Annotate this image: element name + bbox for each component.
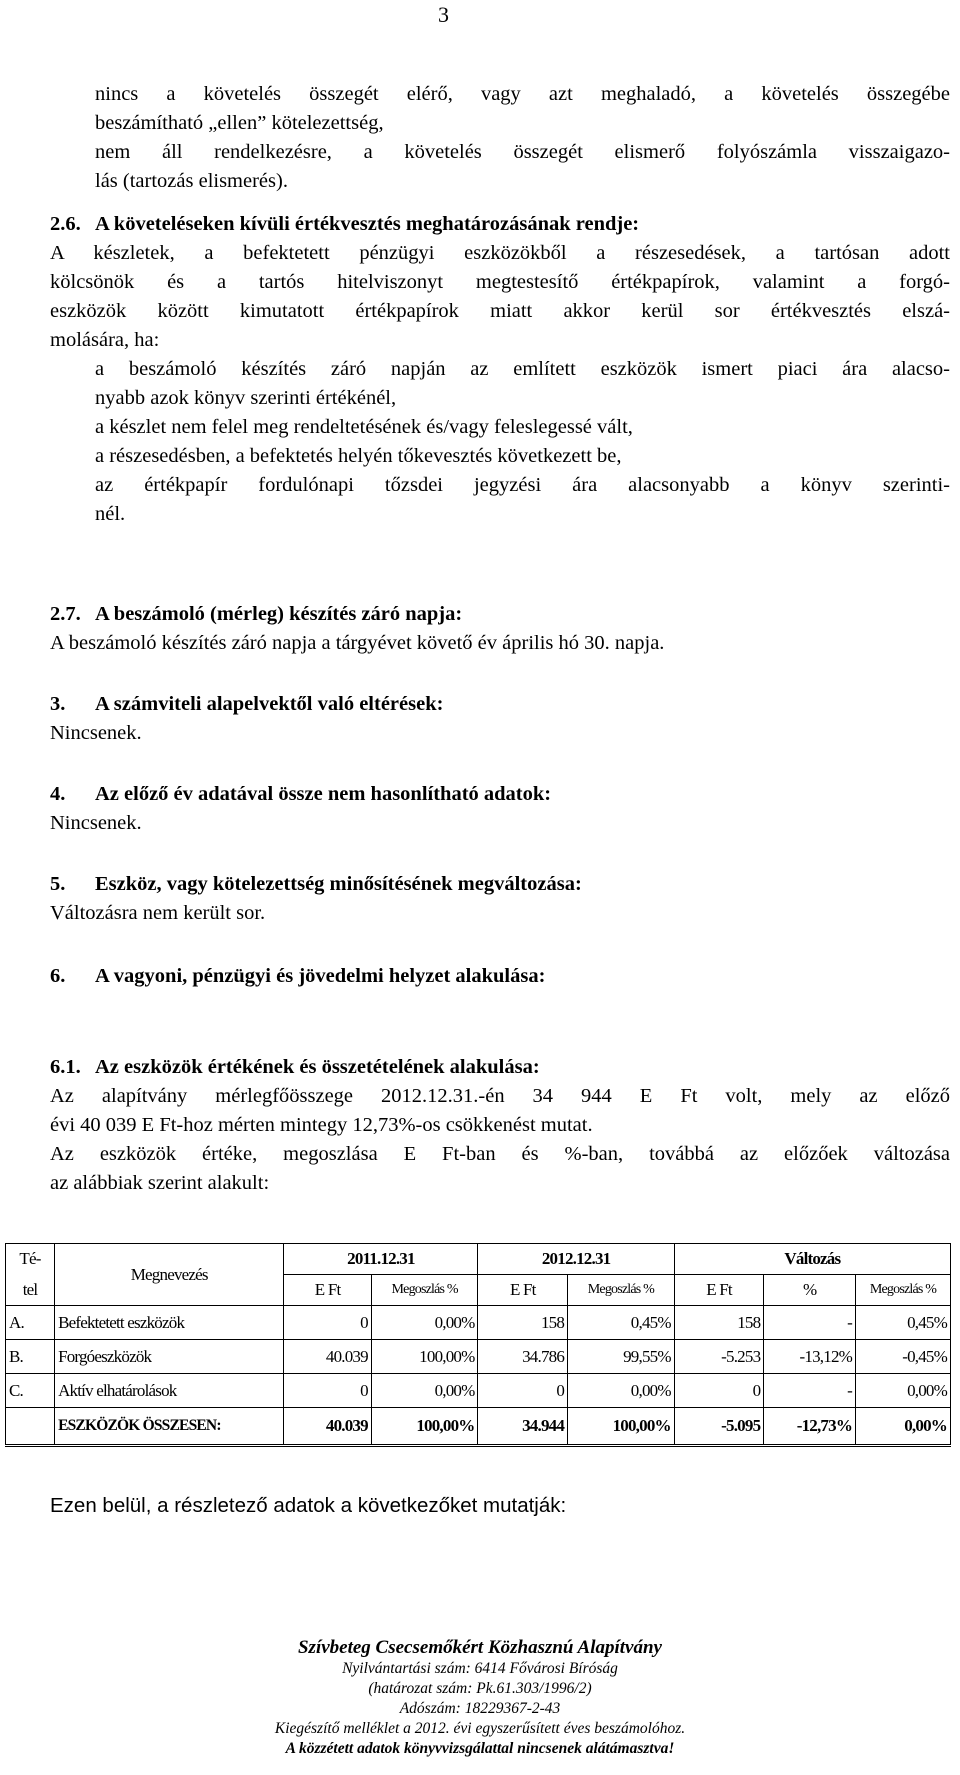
section-number: 6.1.	[50, 1056, 81, 1078]
list-item: a részesedésben, a befektetés helyén tőkevesztés következett be,	[95, 445, 622, 467]
intro-line: lás (tartozás elismerés).	[95, 170, 288, 192]
header-megoszlas: Megoszlás %	[568, 1275, 675, 1306]
cell-value: 0,00%	[371, 1306, 478, 1340]
table-row	[6, 1374, 951, 1408]
section-2-6	[50, 210, 950, 529]
list-item: nél.	[95, 503, 126, 525]
section-5	[50, 870, 950, 928]
paragraph-line: kölcsönök és a tartós hitelviszonyt megtestesítő értékpapírok, valamint a forgó-	[50, 271, 950, 293]
section-6	[50, 962, 950, 991]
cell-value: 100,00%	[371, 1408, 478, 1446]
cell-value: 0	[284, 1374, 371, 1408]
cell-value: 100,00%	[371, 1340, 478, 1374]
section-heading	[50, 780, 950, 809]
cell-value: 158	[478, 1306, 568, 1340]
asset-table	[5, 1243, 951, 1447]
cell-value: -	[764, 1374, 856, 1408]
section-heading	[50, 690, 950, 719]
section-number: 2.7.	[50, 603, 81, 625]
cell-name: ESZKÖZÖK ÖSSZESEN:	[55, 1408, 284, 1446]
section-title: A vagyoni, pénzügyi és jövedelmi helyzet alakulása:	[95, 965, 546, 987]
intro-line: nem áll rendelkezésre, a követelés összegét elismerő folyószámla visszaigazo-	[95, 141, 950, 163]
section-title: Az eszközök értékének és összetételének alakulása:	[95, 1056, 540, 1078]
cell-value: 0,45%	[568, 1306, 675, 1340]
section-title: A követeléseken kívüli értékvesztés meghatározásának rendje:	[95, 213, 640, 235]
table-row	[6, 1306, 951, 1340]
list-item: az értékpapír fordulónapi tőzsdei jegyzési ára alacsonyabb a könyv szerinti-	[95, 474, 950, 496]
paragraph-line: Az alapítvány mérlegfőösszege 2012.12.31.-én 34 944 E Ft volt, mely az előző	[50, 1085, 950, 1107]
cell-value: 158	[674, 1306, 764, 1340]
cell-name: Forgóeszközök	[55, 1340, 284, 1374]
section-body: Nincsenek.	[50, 722, 142, 744]
cell-value: 40.039	[284, 1408, 371, 1446]
cell-tetel: A.	[6, 1306, 55, 1340]
header-2011: 2011.12.31	[284, 1244, 478, 1275]
paragraph-line: évi 40 039 E Ft-hoz mérten mintegy 12,73%-os csökkenést mutat.	[50, 1114, 593, 1136]
cell-value: 0,00%	[371, 1374, 478, 1408]
intro-line: beszámítható „ellen” kötelezettség,	[95, 112, 384, 134]
cell-value: 0	[478, 1374, 568, 1408]
paragraph-line: az alábbiak szerint alakult:	[50, 1172, 270, 1194]
header-megoszlas: Megoszlás %	[856, 1275, 951, 1306]
page-number: 3	[438, 2, 449, 27]
footer-line: Adószám: 18229367-2-43	[399, 1700, 561, 1717]
header-megoszlas: Megoszlás %	[371, 1275, 478, 1306]
cell-value: 34.786	[478, 1340, 568, 1374]
list-item: a beszámoló készítés záró napján az említett eszközök ismert piaci ára alacso-	[95, 358, 950, 380]
list-item: nyabb azok könyv szerinti értékénél,	[95, 387, 397, 409]
cell-value: 99,55%	[568, 1340, 675, 1374]
cell-value: -5.253	[674, 1340, 764, 1374]
cell-value: 0	[674, 1374, 764, 1408]
cell-value: -0,45%	[856, 1340, 951, 1374]
cell-tetel: B.	[6, 1340, 55, 1374]
header-eft: E Ft	[478, 1275, 568, 1306]
cell-value: 40.039	[284, 1340, 371, 1374]
section-heading	[50, 600, 950, 629]
section-number: 2.6.	[50, 213, 81, 235]
footer-line: Nyilvántartási szám: 6414 Fővárosi Bíróság	[342, 1660, 618, 1677]
cell-tetel: C.	[6, 1374, 55, 1408]
section-2-7	[50, 600, 950, 658]
table-total-row	[6, 1408, 951, 1446]
section-3	[50, 690, 950, 748]
header-megnevezes: Megnevezés	[55, 1244, 284, 1306]
cell-tetel-empty	[6, 1408, 55, 1446]
paragraph-line: eszközök között kimutatott értékpapírok miatt akkor kerül sor értékvesztés elszá-	[50, 300, 950, 322]
cell-value: -5.095	[674, 1408, 764, 1446]
footer	[0, 1637, 960, 1759]
header-tetel: Té-	[6, 1244, 55, 1275]
section-heading	[50, 870, 950, 899]
header-eft: E Ft	[674, 1275, 764, 1306]
section-number: 3.	[50, 693, 66, 715]
intro-line: nincs a követelés összegét elérő, vagy azt meghaladó, a követelés összegébe	[95, 83, 950, 105]
footer-line: (határozat szám: Pk.61.303/1996/2)	[368, 1680, 592, 1697]
intro-block	[95, 80, 950, 196]
cell-value: 0,45%	[856, 1306, 951, 1340]
cell-value: -13,12%	[764, 1340, 856, 1374]
section-number: 5.	[50, 873, 66, 895]
paragraph-line: A készletek, a befektetett pénzügyi eszközökből a részesedések, a tartósan adott	[50, 242, 950, 264]
section-title: A számviteli alapelvektől való eltérések:	[95, 693, 444, 715]
cell-value: 100,00%	[568, 1408, 675, 1446]
cell-value: 0,00%	[856, 1408, 951, 1446]
section-title: Az előző év adatával össze nem hasonlítható adatok:	[95, 783, 552, 805]
section-heading	[50, 210, 950, 239]
cell-value: 34.944	[478, 1408, 568, 1446]
section-6-1	[50, 1053, 950, 1198]
cell-value: -	[764, 1306, 856, 1340]
footer-line: Kiegészítő melléklet a 2012. évi egyszerűsített éves beszámolóhoz.	[274, 1720, 686, 1737]
section-body: A beszámoló készítés záró napja a tárgyévet követő év április hó 30. napja.	[50, 632, 665, 654]
section-4	[50, 780, 950, 838]
cell-value: 0,00%	[856, 1374, 951, 1408]
header-pct: %	[764, 1275, 856, 1306]
section-title: A beszámoló (mérleg) készítés záró napja:	[95, 603, 463, 625]
table-row	[6, 1340, 951, 1374]
section-body: Nincsenek.	[50, 812, 142, 834]
after-table-text: Ezen belül, a részletező adatok a következőket mutatják:	[50, 1494, 567, 1517]
header-eft: E Ft	[284, 1275, 371, 1306]
cell-value: -12,73%	[764, 1408, 856, 1446]
section-title: Eszköz, vagy kötelezettség minősítésének megváltozása:	[95, 873, 582, 895]
cell-value: 0	[284, 1306, 371, 1340]
cell-name: Aktív elhatárolások	[55, 1374, 284, 1408]
footer-title: Szívbeteg Csecsemőkért Közhasznú Alapítvány	[297, 1637, 662, 1658]
section-body: Változásra nem került sor.	[50, 902, 266, 924]
section-number: 6.	[50, 965, 66, 987]
header-2012: 2012.12.31	[478, 1244, 674, 1275]
paragraph-line: molására, ha:	[50, 329, 160, 351]
section-number: 4.	[50, 783, 66, 805]
header-valtozas: Változás	[674, 1244, 950, 1275]
section-heading	[50, 1053, 950, 1082]
cell-name: Befektetett eszközök	[55, 1306, 284, 1340]
list-item: a készlet nem felel meg rendeltetésének és/vagy feleslegessé vált,	[95, 416, 633, 438]
footer-line: A közzétett adatok könyvvizsgálattal nincsenek alátámasztva!	[285, 1740, 675, 1757]
paragraph-line: Az eszközök értéke, megoszlása E Ft-ban és %-ban, továbbá az előzőek változása	[50, 1143, 950, 1165]
header-tetel: tel	[6, 1275, 55, 1306]
cell-value: 0,00%	[568, 1374, 675, 1408]
section-heading	[50, 962, 950, 991]
